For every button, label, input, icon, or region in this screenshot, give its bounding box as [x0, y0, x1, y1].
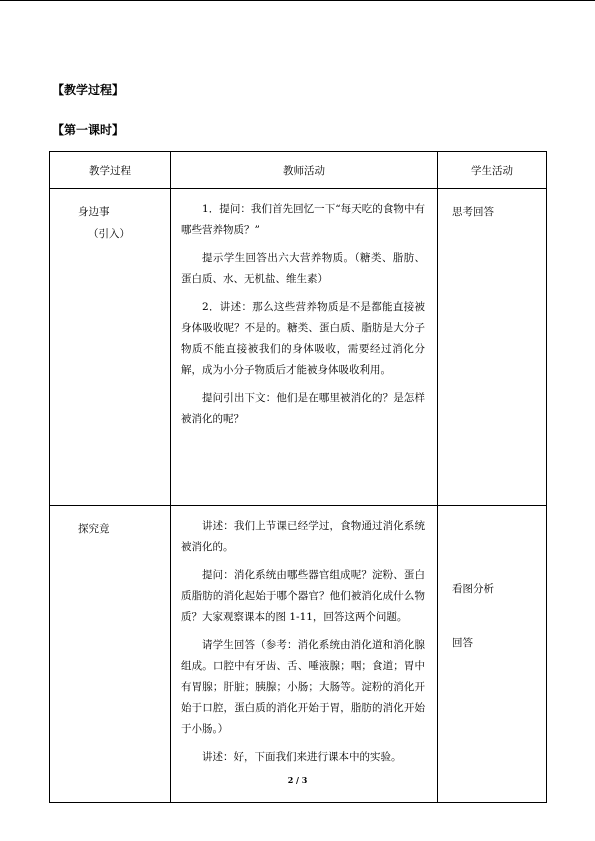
table-header-row [50, 152, 547, 189]
student-activity-cell [438, 506, 547, 803]
section-heading-lesson: 【第一课时】 [52, 123, 125, 137]
spacer [452, 518, 546, 578]
teacher-paragraph: 讲述：我们上节课已经学过，食物通过消化系统被消化的。 [181, 520, 425, 553]
spacer [452, 600, 546, 632]
teacher-paragraph: 提问引出下文：他们是在哪里被消化的？是怎样被消化的呢？ [181, 392, 425, 425]
stage-title: 身边事 [78, 206, 110, 218]
header-teacher: 教师活动 [171, 152, 438, 189]
table-row [50, 189, 547, 506]
teacher-paragraph: 提问：消化系统由哪些器官组成呢？淀粉、蛋白质脂肪的消化起始于哪个器官？他们被消化成什么物质？大家观察课本的图 1-11，回答这两个问题。 [181, 569, 425, 623]
student-activity: 回答 [452, 637, 473, 649]
teacher-activity-cell [171, 189, 438, 506]
section-heading-process: 【教学过程】 [52, 83, 125, 97]
stage-cell [50, 506, 171, 803]
header-stage: 教学过程 [50, 152, 171, 189]
student-activity: 思考回答 [452, 206, 494, 218]
stage-cell [50, 189, 171, 506]
teacher-activity-cell [171, 506, 438, 803]
stage-title: 探究竟 [78, 523, 110, 535]
teacher-paragraph: 讲述：好，下面我们来进行课本中的实验。 [202, 751, 402, 763]
table-row [50, 506, 547, 803]
student-activity: 看图分析 [452, 583, 494, 595]
header-student: 学生活动 [438, 152, 547, 189]
top-rule [0, 0, 595, 1]
page-number: 2 / 3 [287, 775, 308, 785]
student-activity-cell [438, 189, 547, 506]
teacher-paragraph: 提示学生回答出六大营养物质。（糖类、脂肪、蛋白质、水、无机盐、维生素） [181, 252, 425, 285]
stage-subtitle: （引入） [88, 228, 130, 240]
teacher-paragraph: 2．讲述：那么这些营养物质是不是都能直接被身体吸收呢？不是的。糖类、蛋白质、脂肪是大分子物质不能直接被我们的身体吸收，需要经过消化分解，成为小分子物质后才能被身体吸收利用。 [181, 301, 425, 376]
teacher-paragraph: 请学生回答（参考：消化系统由消化道和消化腺组成。口腔中有牙齿、舌、唾液腺；咽；食道；胃中有胃腺；肝脏；胰腺；小肠；大肠等。淀粉的消化开始于口腔，蛋白质的消化开始于胃，脂肪的消化开始于小肠。） [181, 639, 425, 735]
lesson-table [49, 151, 547, 803]
teacher-paragraph: 1．提问：我们首先回忆一下“每天吃的食物中有哪些营养物质？” [181, 203, 425, 236]
